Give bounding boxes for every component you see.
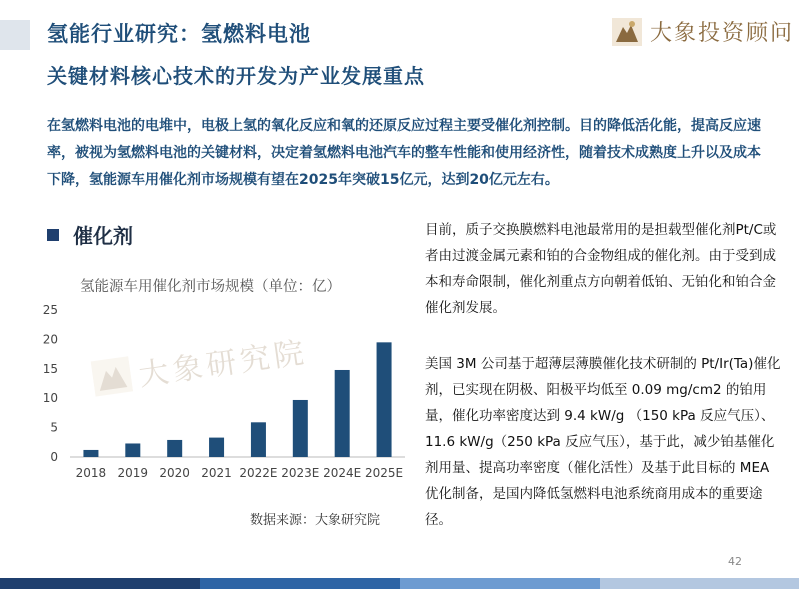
x-tick-label: 2021 [201, 466, 232, 480]
page-subtitle: 关键材料核心技术的开发为产业发展重点 [47, 64, 425, 88]
footer-bar-segment [600, 578, 799, 589]
body-paragraph-2: 美国 3M 公司基于超薄层薄膜催化技术研制的 Pt/Ir(Ta)催化剂，已实现在阴极、阳极平均低至 0.09 mg/cm2 的铂用量，催化功率密度达到 9.4 kW/g （150 kPa 反应气压）、11.6 kW/g（250 kPa 反应气压），基于此，减少铂基催化剂用量、提高功率密度（催化活性）及基于此目标的 MEA 优化制备，是国内降低氢燃料电池系统商用成本的重要途径。 [425, 356, 781, 528]
body-paragraph-1: 目前，质子交换膜燃料电池最常用的是担载型催化剂Pt/C或者由过渡金属元素和铂的合金物组成的催化剂。由于受到成本和寿命限制，催化剂重点方向朝着低铂、无铂化和铂合金催化剂发展。 [425, 222, 777, 316]
y-tick-label: 15 [42, 361, 58, 376]
watermark-text: 大象研究院 [136, 335, 310, 394]
brand-name: 大象投资顾问 [650, 21, 795, 46]
intro-paragraph: 在氢燃料电池的电堆中，电极上氢的氧化反应和氧的还原反应过程主要受催化剂控制。目的降低活化能，提高反应速率，被视为氢燃料电池的关键材料，决定着氢燃料电池汽车的整车性能和使用经济性，随着技术成熟度上升以及成本下降，氢能源车用催化剂市场规模有望在2025年突破15亿元，达到20亿元左右。 [47, 118, 761, 188]
y-tick-label: 5 [50, 420, 58, 435]
square-bullet-icon [47, 229, 59, 241]
x-tick-label: 2025E [365, 466, 404, 480]
section-heading-text: 催化剂 [73, 224, 133, 248]
x-tick-label: 2023E [281, 466, 320, 480]
bar [125, 443, 140, 457]
y-tick-label: 20 [42, 332, 58, 347]
footer-color-bar [0, 578, 799, 589]
elephant-logo-icon [612, 18, 642, 46]
elephant-watermark-icon [90, 355, 133, 398]
bar [377, 342, 392, 457]
x-tick-label: 2018 [75, 466, 107, 480]
bar [293, 400, 308, 457]
footer-bar-segment [200, 578, 400, 589]
footer-bar-segment [400, 578, 600, 589]
bar [251, 422, 266, 457]
page-number: 42 [728, 555, 742, 568]
x-tick-label: 2019 [117, 466, 149, 480]
section-heading [47, 220, 133, 249]
x-tick-label: 2022E [239, 466, 278, 480]
chart-source: 数据来源：大象研究院 [250, 513, 381, 528]
bar [83, 450, 98, 457]
brand-logo [612, 16, 794, 47]
page-title: 氢能行业研究：氢燃料电池 [47, 22, 311, 46]
x-tick-label: 2020 [159, 466, 190, 480]
bar [167, 440, 182, 457]
bar-chart [30, 295, 410, 495]
y-tick-label: 25 [42, 303, 58, 317]
y-tick-label: 10 [42, 391, 58, 406]
x-tick-label: 2024E [323, 466, 362, 480]
chart-title: 氢能源车用催化剂市场规模（单位：亿） [80, 279, 341, 295]
bar [209, 438, 224, 457]
footer-bar-segment [0, 578, 200, 589]
header-accent-block [0, 20, 30, 50]
y-tick-label: 0 [50, 450, 58, 464]
bar [335, 370, 350, 457]
